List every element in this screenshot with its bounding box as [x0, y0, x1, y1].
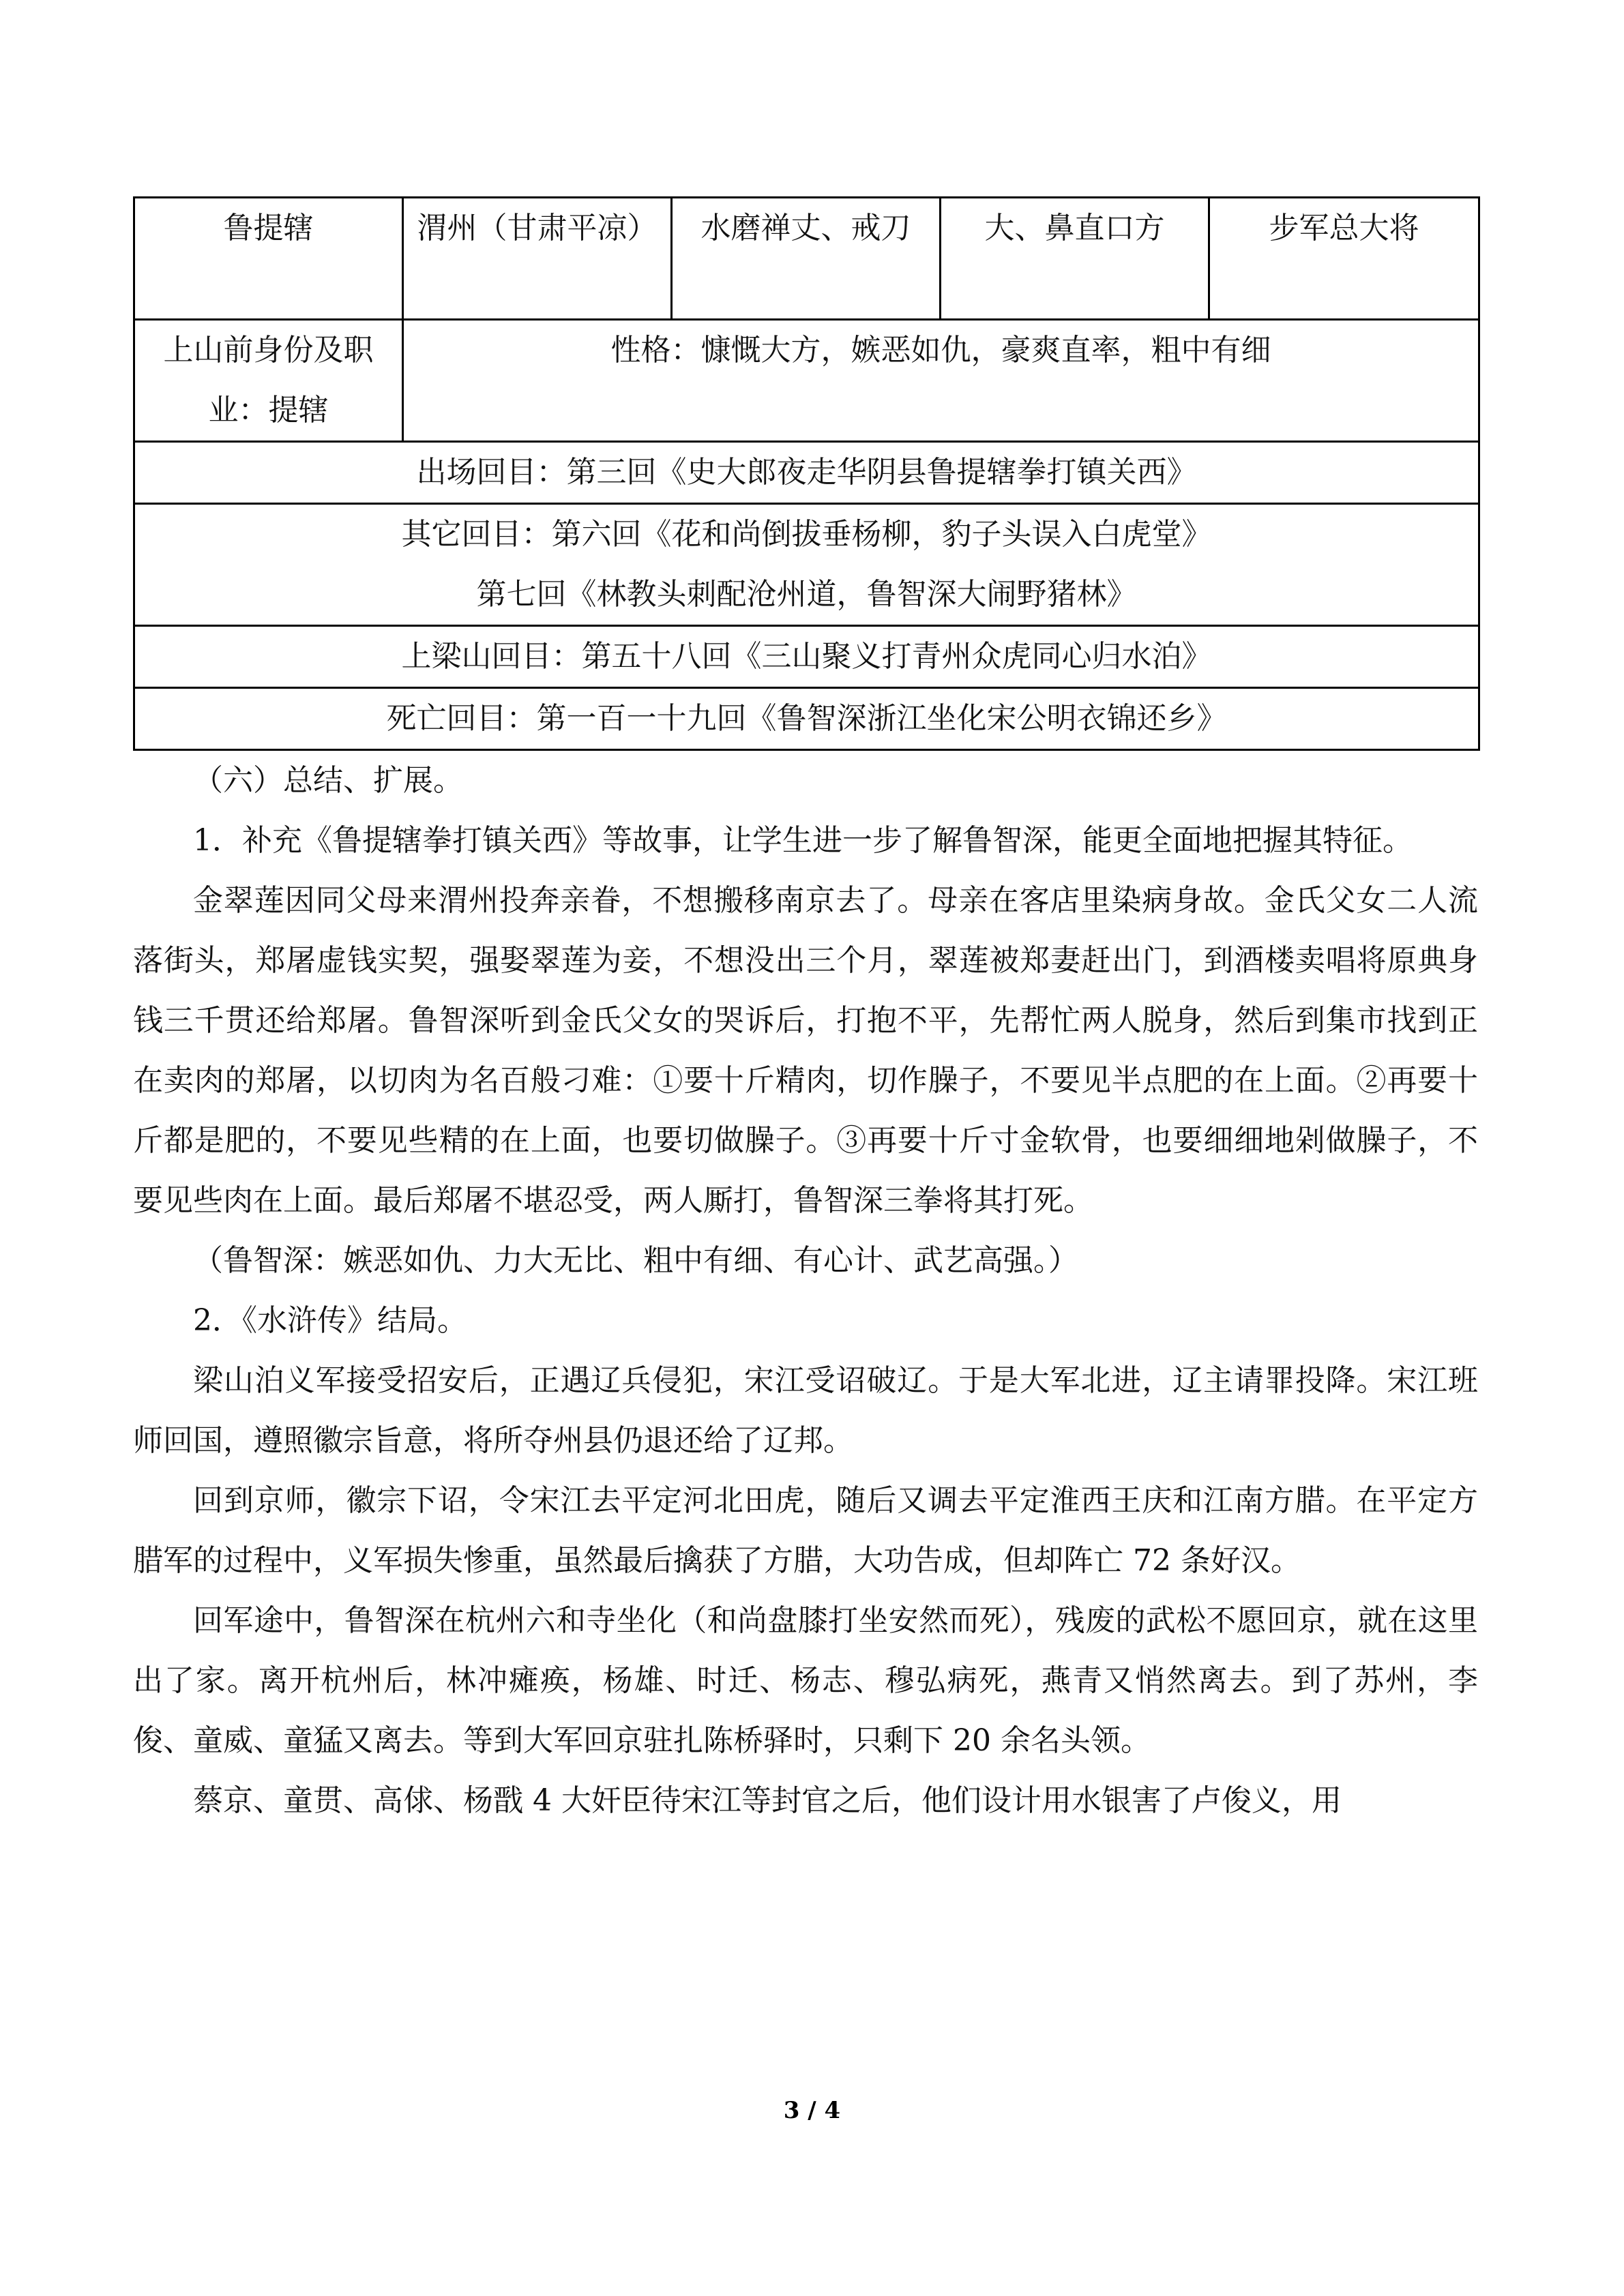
cell-death-chapter: 死亡回目：第一百一十九回《鲁智深浙江坐化宋公明衣锦还乡》 [134, 688, 1479, 750]
cell-join-chapter: 上梁山回目：第五十八回《三山聚义打青州众虎同心归水泊》 [134, 626, 1479, 688]
cell-identity: 上山前身份及职业：提辖 [134, 320, 403, 442]
section-heading: （六）总结、扩展。 [193, 763, 463, 798]
table-row [134, 442, 1479, 504]
paragraph: 1．补充《鲁提辖拳打镇关西》等故事，让学生进一步了解鲁智深，能更全面地把握其特征。 [193, 823, 1413, 858]
table-row [134, 626, 1479, 688]
paragraph: 金翠莲因同父母来渭州投奔亲眷，不想搬移南京去了。母亲在客店里染病身故。金氏父女二人流落街头，郑屠虚钱实契，强娶翠莲为妾，不想没出三个月，翠莲被郑妻赶出门，到酒楼卖唱将原典身钱三千贯还给郑屠。鲁智深听到金氏父女的哭诉后，打抱不平，先帮忙两人脱身，然后到集市找到正在卖肉的郑屠，以切肉为名百般刁难：①要十斤精肉，切作臊子，不要见半点肥的在上面。②再要十斤都是肥的，不要见些精的在上面，也要切做臊子。③再要十斤寸金软骨，也要细细地剁做臊子，不要见些肉在上面。最后郑屠不堪忍受，两人厮打，鲁智深三拳将其打死。 [133, 883, 1478, 1218]
body-text [133, 751, 1478, 1831]
cell-personality: 性格：慷慨大方，嫉恶如仇，豪爽直率，粗中有细 [403, 320, 1479, 442]
table-row [134, 688, 1479, 750]
cell-position: 步军总大将 [1209, 198, 1479, 320]
cell-name: 鲁提辖 [134, 198, 403, 320]
other-chapter-line: 其它回目：第六回《花和尚倒拔垂杨柳，豹子头误入白虎堂》 [401, 517, 1212, 552]
page-content [133, 196, 1478, 1831]
paragraph: 回军途中，鲁智深在杭州六和寺坐化（和尚盘膝打坐安然而死），残废的武松不愿回京，就在这里出了家。离开杭州后，林冲瘫痪，杨雄、时迁、杨志、穆弘病死，燕青又悄然离去。到了苏州，李俊、童威、童猛又离去。等到大军回京驻扎陈桥驿时，只剩下 20 余名头领。 [133, 1603, 1478, 1758]
cell-place: 渭州（甘肃平凉） [403, 198, 672, 320]
other-chapter-line: 第七回《林教头刺配沧州道，鲁智深大闹野猪林》 [476, 577, 1137, 612]
cell-looks: 大、鼻直口方 [941, 198, 1209, 320]
cell-other-chapters [134, 504, 1479, 626]
paragraph: （鲁智深：嫉恶如仇、力大无比、粗中有细、有心计、武艺高强。） [193, 1243, 1078, 1278]
character-info-table [133, 196, 1480, 751]
table-row [134, 320, 1479, 442]
paragraph: 蔡京、童贯、高俅、杨戬 4 大奸臣待宋江等封官之后，他们设计用水银害了卢俊义，用 [193, 1783, 1342, 1818]
paragraph: 梁山泊义军接受招安后，正遇辽兵侵犯，宋江受诏破辽。于是大军北进，辽主请罪投降。宋江班师回国，遵照徽宗旨意，将所夺州县仍退还给了辽邦。 [133, 1363, 1478, 1458]
table-row [134, 198, 1479, 320]
paragraph: 回到京师，徽宗下诏，令宋江去平定河北田虎，随后又调去平定淮西王庆和江南方腊。在平定方腊军的过程中，义军损失惨重，虽然最后擒获了方腊，大功告成，但却阵亡 72 条好汉。 [133, 1483, 1478, 1578]
cell-weapon: 水磨禅丈、戒刀 [672, 198, 941, 320]
page-number: 3 / 4 [783, 2097, 841, 2124]
paragraph: 2．《水浒传》结局。 [193, 1303, 467, 1338]
cell-debut-chapter: 出场回目：第三回《史大郎夜走华阴县鲁提辖拳打镇关西》 [134, 442, 1479, 504]
table-row [134, 504, 1479, 626]
